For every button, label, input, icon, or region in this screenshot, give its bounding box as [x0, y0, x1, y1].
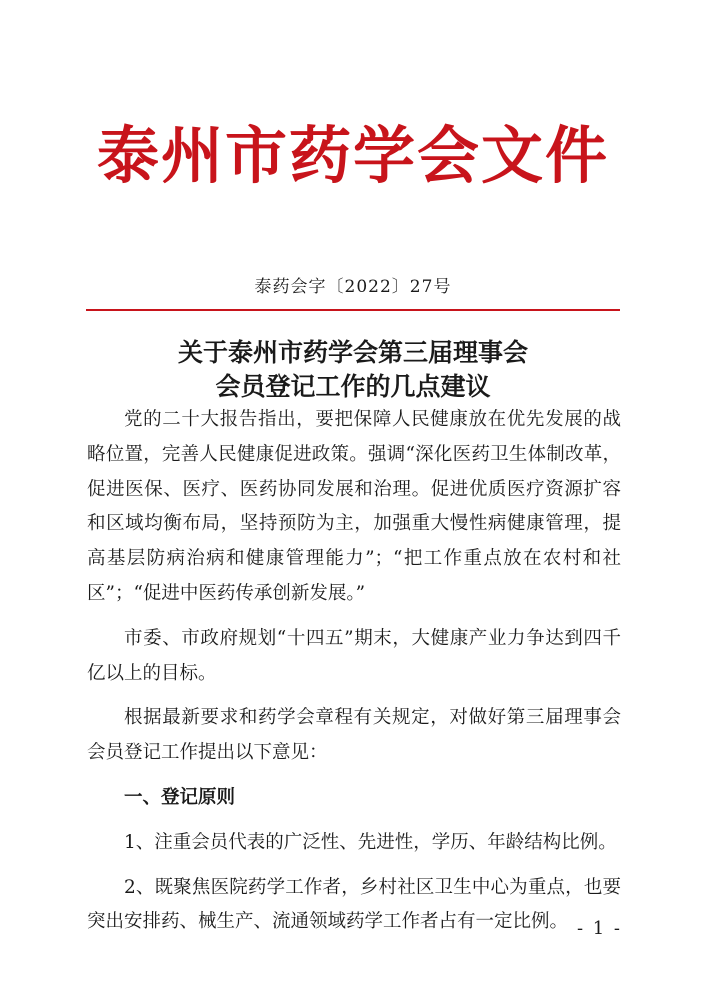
document-title-line-1: 关于泰州市药学会第三届理事会	[177, 338, 528, 367]
section-heading-1: 一、登记原则	[124, 786, 236, 808]
document-body	[87, 403, 621, 950]
red-separator-line	[86, 309, 620, 311]
list-item-1: 1、注重会员代表的广泛性、先进性，学历、年龄结构比例。	[124, 831, 617, 853]
page-number: - 1 -	[576, 918, 622, 939]
list-item-2: 2、既聚焦医院药学工作者，乡村社区卫生中心为重点，也要突出安排药、械生产、流通领域药学工作者占有一定比例。	[87, 876, 621, 933]
paragraph-1: 党的二十大报告指出，要把保障人民健康放在优先发展的战略位置，完善人民健康促进政策。强调“深化医药卫生体制改革，促进医保、医疗、医药协同发展和治理。促进优质医疗资源扩容和区域均衡布局，坚持预防为主，加强重大慢性病健康管理，提高基层防病治病和健康管理能力”；“把工作重点放在农村和社区”；“促进中医药传承创新发展。”	[87, 409, 621, 604]
document-title-line-2: 会员登记工作的几点建议	[215, 372, 491, 401]
letterhead-title: 泰州市药学会文件	[96, 119, 609, 192]
paragraph-3: 根据最新要求和药学会章程有关规定，对做好第三届理事会会员登记工作提出以下意见：	[87, 707, 621, 764]
document-number: 泰药会字〔2022〕27号	[254, 277, 452, 297]
paragraph-2: 市委、市政府规划“十四五”期末，大健康产业力争达到四千亿以上的目标。	[87, 627, 621, 684]
document-title	[0, 336, 706, 404]
